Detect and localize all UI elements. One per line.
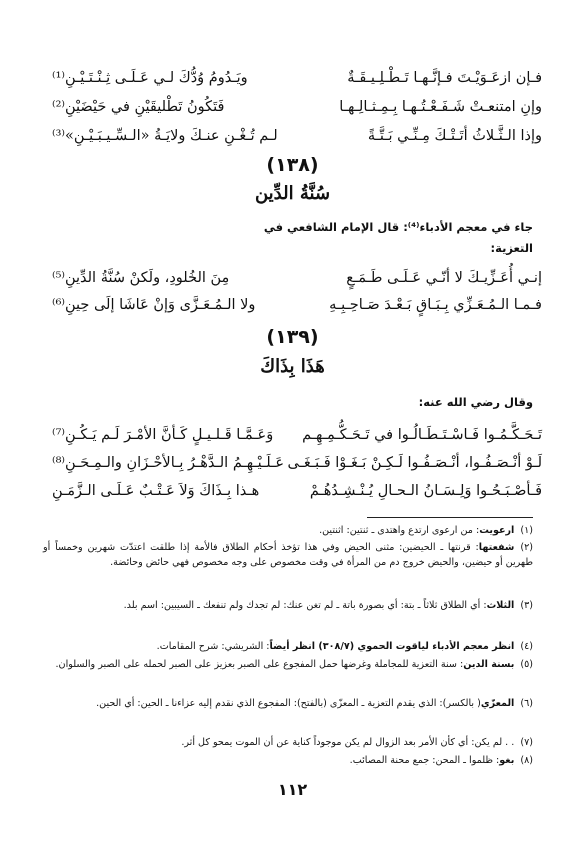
section-title: سُنَّةُ الدِّين xyxy=(254,183,331,204)
section-number: (١٣٩) xyxy=(266,326,319,348)
verse-line xyxy=(52,266,542,290)
verse-second-hemistich: لـم تُـغْـنِ عنـكَ ولايَـةُ «الـسِّـيـبَـيْـنِ»⁽³⁾ xyxy=(52,128,278,144)
footnote xyxy=(43,657,533,672)
footnote-term: بغو xyxy=(499,755,515,766)
verse-first-hemistich: وإذا الـثَّـلاثُ أتَـتْـكَ مِـنِّـي بَـتَّـةً xyxy=(367,128,542,144)
verse-line xyxy=(52,66,542,90)
verse-line xyxy=(52,423,542,447)
verse-first-hemistich: فـمـا الـمُـعَـزِّي بِـبَـاقٍ بَـعْـدَ صَـاحِـبِـهِ xyxy=(329,297,542,313)
footnote-term: المعزّي xyxy=(480,698,515,709)
verse-first-hemistich: إنـي أُعَـزِّيـكَ لا أنّـي عَـلَـى طَـمَـعٍ xyxy=(346,270,542,286)
footnote-term: انظر معجم الأدباء لياقوت الحموي (٣٠٨/٧) انظر أيضاً xyxy=(269,641,515,652)
footnote xyxy=(43,598,533,613)
verse-second-hemistich: فَتَكُونُ تَطْليقَيْنِ في حَيْضَيْنِ⁽²⁾ xyxy=(52,99,225,115)
verse-first-hemistich: تَـحَـكَّـمُـوا فَـاسْـتَـطَـالُـوا في تَـحَـكُّـمِـهِـم xyxy=(302,427,542,443)
section-title: هَذَا بِذَاكَ xyxy=(260,356,325,377)
verse-first-hemistich: فـإن ازعَـوَيْـتَ فـإنَّـهـا تَـطْـلِـيـقَـةٌ xyxy=(347,70,542,86)
footnote-number: (٣) xyxy=(520,600,533,611)
verse-line xyxy=(52,293,542,317)
footnote-number: (٦) xyxy=(520,698,533,709)
footnote-text: : من ارعوى ارتدع واهتدى ـ ثنتين: اثنتين. xyxy=(319,525,480,536)
footnote-number: (١) xyxy=(520,525,533,536)
verse-second-hemistich: وَعَـمَّـا قَـلـيـلٍ كَـأنَّ الأمْـرَ لَـم يَـكُـنِ⁽⁷⁾ xyxy=(52,427,274,443)
footnote-number: (٤) xyxy=(520,641,533,652)
verse-line xyxy=(52,479,542,503)
verse-first-hemistich: فَـأصْـبَـحُـوا وَلِـسَـانُ الـحـالِ يُـنْـشِـدُهُـمْ xyxy=(309,483,542,499)
verse-first-hemistich: وإنِ امتنعـتْ شَـفَـعْـتُـهـا بِـمِـثـالِـهـا xyxy=(339,99,542,115)
page-number: ١١٢ xyxy=(277,780,308,799)
footnote xyxy=(43,523,533,538)
footnote xyxy=(43,540,533,570)
verse-second-hemistich: هـذا بِـذَاكَ وَلاَ عَـتْـبٌ عَـلَـى الـزَّمَـنِ xyxy=(52,483,260,499)
section-intro: وقال رضي الله عنه: xyxy=(418,395,533,409)
verse-line xyxy=(52,124,542,148)
footnote-text: ( بالكسر): الذي يقدم التعزية ـ المعزّى (بالفتح): المفجوع الذي نقدم إليه عزاءنا ـ الحين: أي الحين. xyxy=(96,698,481,709)
footnote-term: ارعويت xyxy=(479,525,515,536)
footnote-number: (٢) xyxy=(520,542,533,553)
verse-second-hemistich: ولا الـمُـعَـزَّى وَإنْ عَاشَا إلَى حِينِ⁽⁶⁾ xyxy=(52,297,256,313)
verse-line xyxy=(52,451,542,475)
footnote-number: (٨) xyxy=(520,755,533,766)
verse-first-hemistich: لَـوْ أنْـصَـفُـوا، أنْـصَـفُـوا لَـكِـنْ بَـغَـوْا فَـبَـغَـى xyxy=(287,455,542,471)
footnote-divider xyxy=(367,517,533,518)
footnote-text: : سنة التعزية للمجاملة وغرضها حمل المفجوع على الصبر بعزيز على الصبر لحمله على الصبر والسلوان. xyxy=(55,659,464,670)
section-intro-continued: التعزية: xyxy=(490,241,533,255)
section-intro: جاء في معجم الأدباء⁽⁴⁾: قال الإمام الشافعي في xyxy=(263,220,533,234)
footnote-text: : قرنتها ـ الحيضين: مثنى الحيض وفي هذا تؤخذ أحكام الطلاق فالأمة إذا طلقت اعتدّت شهرين وخمساً أو طهرين أو حيضين، والحيض خروج دم من المرأة في وقت مخصوص على وجه مخصوص فهي حائض وحائضة. xyxy=(43,542,533,568)
verse-line xyxy=(52,95,542,119)
footnote-term: شفعتها xyxy=(478,542,515,553)
footnote-text: : الشريشي: شرح المقامات. xyxy=(156,641,270,652)
footnote-term: بسنة الدين xyxy=(463,659,515,670)
footnote xyxy=(43,696,533,711)
footnote-term: الثلاث xyxy=(486,600,515,611)
footnote-number: (٧) xyxy=(520,737,533,748)
footnote-text: : ظلموا ـ المحن: جمع محنة المصائب. xyxy=(349,755,500,766)
footnote xyxy=(43,753,533,768)
footnote xyxy=(43,735,533,750)
footnote-number: (٥) xyxy=(520,659,533,670)
footnote-text: . . لم يكن: أي كأن الأمر بعد الزوال لم يكن موجوداً كناية عن أن الموت يمحو كل أثر. xyxy=(181,737,515,748)
verse-second-hemistich: عَـلَـيْـهِـمُ الـدَّهْـرُ بِـالأحْـزَانِ والـمِـحَـنِ⁽⁸⁾ xyxy=(52,455,284,471)
footnote-text: : أي الطلاق ثلاثاً ـ بتة: أي بصورة باتة ـ لم تغن عنك: لم تجدك ولم تنفعك ـ السيبين: اسم بلد. xyxy=(123,600,487,611)
verse-second-hemistich: ويَـدُومُ وُدُّكَ لـي عَـلَـى ثِـنْـتَـيْـنِ⁽¹⁾ xyxy=(52,70,248,86)
footnote xyxy=(43,639,533,654)
verse-second-hemistich: مِنَ الخُلودِ، ولَكنْ سُنَّةُ الدِّينِ⁽⁵⁾ xyxy=(52,270,230,286)
section-number: (١٣٨) xyxy=(266,154,319,176)
